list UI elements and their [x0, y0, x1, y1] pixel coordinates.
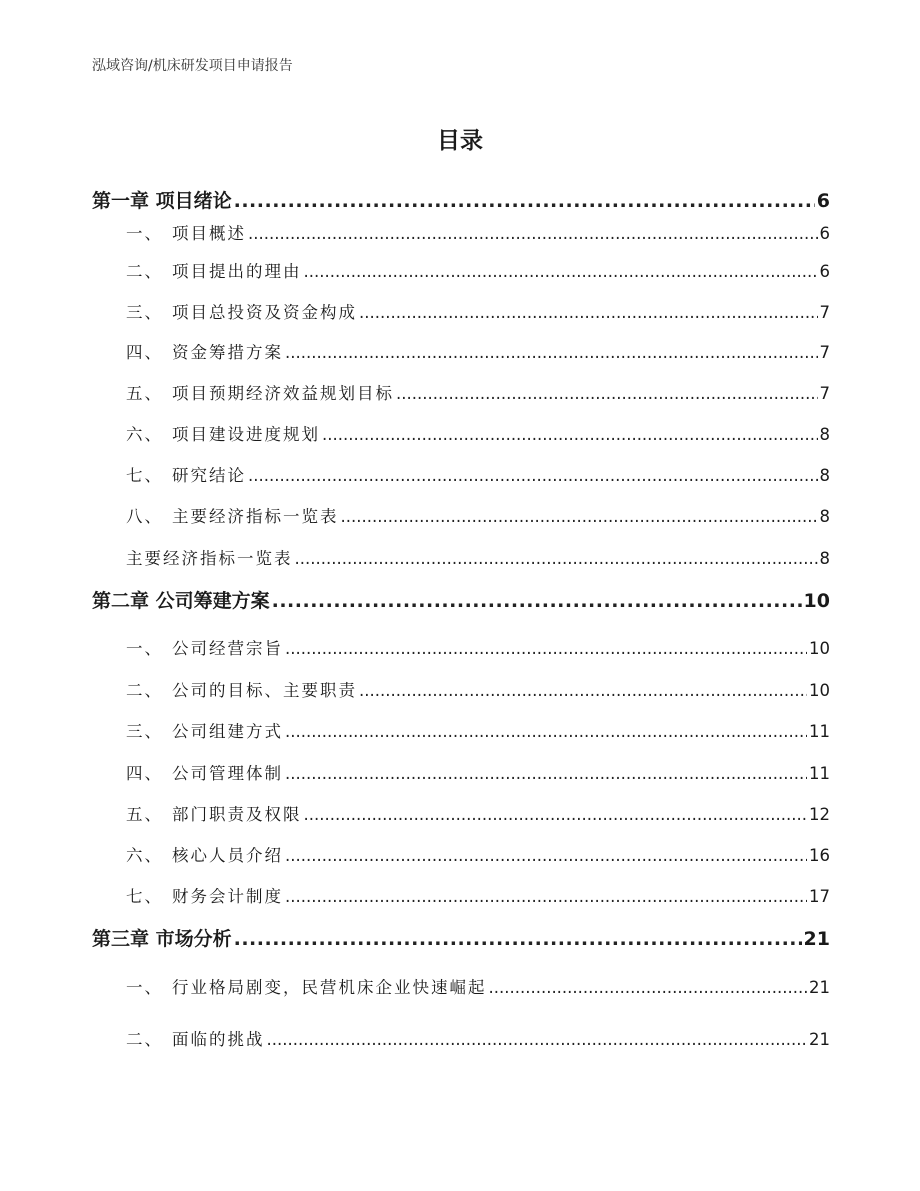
toc-section-row[interactable]: [126, 462, 830, 486]
toc-entry-label: [126, 258, 302, 282]
toc-entry-number: 一、: [126, 639, 163, 658]
page-header: 泓域咨询/机床研发项目申请报告: [92, 58, 293, 74]
toc-leader-dots: [248, 224, 818, 243]
toc-leader-dots: [248, 466, 818, 485]
toc-page-number: 10: [809, 639, 830, 658]
toc-entry-text: 项目建设进度规划: [172, 425, 320, 444]
toc-section-row[interactable]: [126, 718, 830, 742]
toc-chapter-row[interactable]: [92, 924, 830, 951]
toc-leader-dots: [304, 805, 808, 824]
toc-leader-dots: [304, 262, 818, 281]
toc-entry-label: [126, 974, 487, 998]
toc-entry-number: 三、: [126, 722, 163, 741]
toc-entry-label: [92, 586, 270, 613]
toc-entry-text: 项目提出的理由: [172, 262, 302, 281]
toc-entry-number: 四、: [126, 764, 163, 783]
toc-entry-text: 项目概述: [172, 224, 246, 243]
toc-page-number: 12: [809, 805, 830, 824]
toc-leader-dots: [285, 764, 807, 783]
toc-section-row[interactable]: [126, 883, 830, 907]
toc-leader-dots: [285, 343, 818, 362]
toc-page-number: 6: [819, 224, 830, 243]
toc-entry-label: [126, 801, 302, 825]
toc-entry-number: 四、: [126, 343, 163, 362]
toc-leader-dots: [234, 928, 802, 950]
toc-section-row[interactable]: [126, 258, 830, 282]
toc-entry-text: 部门职责及权限: [172, 805, 302, 824]
toc-leader-dots: [285, 722, 807, 741]
toc-entry-text: 资金筹措方案: [172, 343, 283, 362]
toc-entry-text: 项目总投资及资金构成: [172, 303, 357, 322]
toc-page-number: 21: [809, 978, 830, 997]
toc-entry-number: 二、: [126, 1030, 163, 1049]
toc-entry-number: 六、: [126, 425, 163, 444]
toc-chapter-row[interactable]: [92, 186, 830, 213]
toc-entry-label: [126, 299, 357, 323]
toc-entry-text: 财务会计制度: [172, 887, 283, 906]
toc-leader-dots: [285, 846, 807, 865]
toc-entry-label: [126, 421, 320, 445]
toc-entry-number: 一、: [126, 224, 163, 243]
toc-page-number: 11: [809, 764, 830, 783]
toc-entry-label: [126, 503, 339, 527]
toc-page-number: 7: [819, 343, 830, 362]
toc-entry-label: [126, 883, 283, 907]
toc-section-row[interactable]: [126, 503, 830, 527]
toc-page-number: 11: [809, 722, 830, 741]
toc-leader-dots: [295, 549, 818, 568]
toc-page-number: 8: [819, 466, 830, 485]
toc-leader-dots: [272, 590, 802, 612]
toc-entry-text: 公司管理体制: [172, 764, 283, 783]
toc-entry-number: 八、: [126, 507, 163, 526]
toc-leader-dots: [341, 507, 818, 526]
toc-page-number: 7: [819, 303, 830, 322]
toc-page-number: 21: [803, 928, 830, 950]
toc-leader-dots: [234, 190, 815, 212]
toc-leader-dots: [359, 681, 807, 700]
toc-entry-number: 五、: [126, 805, 163, 824]
toc-entry-number: 一、: [126, 978, 163, 997]
toc-leader-dots: [489, 978, 808, 997]
toc-entry-text: 主要经济指标一览表: [126, 549, 293, 568]
toc-entry-label: [126, 462, 246, 486]
toc-section-row[interactable]: [126, 545, 830, 569]
toc-entry-label: [126, 1026, 265, 1050]
toc-entry-number: 五、: [126, 384, 163, 403]
toc-entry-text: 核心人员介绍: [172, 846, 283, 865]
toc-leader-dots: [267, 1030, 808, 1049]
toc-chapter-row[interactable]: [92, 586, 830, 613]
toc-entry-label: [126, 220, 246, 244]
toc-page-number: 17: [809, 887, 830, 906]
toc-section-row[interactable]: [126, 299, 830, 323]
toc-section-row[interactable]: [126, 635, 830, 659]
toc-leader-dots: [285, 887, 807, 906]
toc-page-number: 6: [819, 262, 830, 281]
toc-section-row[interactable]: [126, 842, 830, 866]
toc-leader-dots: [285, 639, 807, 658]
toc-entry-label: [126, 760, 283, 784]
toc-entry-text: 第一章 项目绪论: [92, 190, 232, 212]
toc-entry-label: [126, 380, 394, 404]
toc-entry-text: 公司的目标、主要职责: [172, 681, 357, 700]
toc-entry-number: 七、: [126, 466, 163, 485]
toc-entry-text: 项目预期经济效益规划目标: [172, 384, 394, 403]
toc-entry-text: 面临的挑战: [172, 1030, 265, 1049]
toc-entry-text: 第三章 市场分析: [92, 928, 232, 950]
toc-entry-number: 二、: [126, 681, 163, 700]
toc-section-row[interactable]: [126, 220, 830, 244]
toc-entry-number: 七、: [126, 887, 163, 906]
toc-entry-text: 第二章 公司筹建方案: [92, 590, 270, 612]
toc-section-row[interactable]: [126, 339, 830, 363]
toc-entry-label: [126, 718, 283, 742]
toc-section-row[interactable]: [126, 677, 830, 701]
toc-page-number: 7: [819, 384, 830, 403]
toc-entry-label: [92, 186, 232, 213]
toc-entry-number: 六、: [126, 846, 163, 865]
toc-entry-number: 二、: [126, 262, 163, 281]
toc-entry-text: 公司经营宗旨: [172, 639, 283, 658]
toc-entry-label: [126, 635, 283, 659]
toc-title: 目录: [437, 128, 483, 154]
toc-entry-text: 公司组建方式: [172, 722, 283, 741]
toc-section-row[interactable]: [126, 974, 830, 998]
toc-section-row[interactable]: [126, 421, 830, 445]
toc-entry-text: 主要经济指标一览表: [172, 507, 339, 526]
toc-section-row[interactable]: [126, 801, 830, 825]
toc-entry-number: 三、: [126, 303, 163, 322]
toc-page-number: 10: [803, 590, 830, 612]
toc-page-number: 8: [819, 549, 830, 568]
toc-leader-dots: [322, 425, 818, 444]
toc-section-row[interactable]: [126, 1026, 830, 1050]
toc-section-row[interactable]: [126, 380, 830, 404]
toc-section-row[interactable]: [126, 760, 830, 784]
toc-page-number: 16: [809, 846, 830, 865]
toc-page-number: 10: [809, 681, 830, 700]
toc-entry-label: [92, 924, 232, 951]
toc-page-number: 6: [816, 190, 830, 212]
toc-leader-dots: [396, 384, 818, 403]
toc-entry-label: [126, 842, 283, 866]
toc-leader-dots: [359, 303, 818, 322]
toc-page-number: 8: [819, 507, 830, 526]
toc-entry-text: 研究结论: [172, 466, 246, 485]
toc-entry-label: [126, 339, 283, 363]
toc-page-number: 21: [809, 1030, 830, 1049]
toc-entry-label: [126, 545, 293, 569]
toc-entry-text: 行业格局剧变，民营机床企业快速崛起: [172, 978, 487, 997]
toc-page-number: 8: [819, 425, 830, 444]
toc-entry-label: [126, 677, 357, 701]
